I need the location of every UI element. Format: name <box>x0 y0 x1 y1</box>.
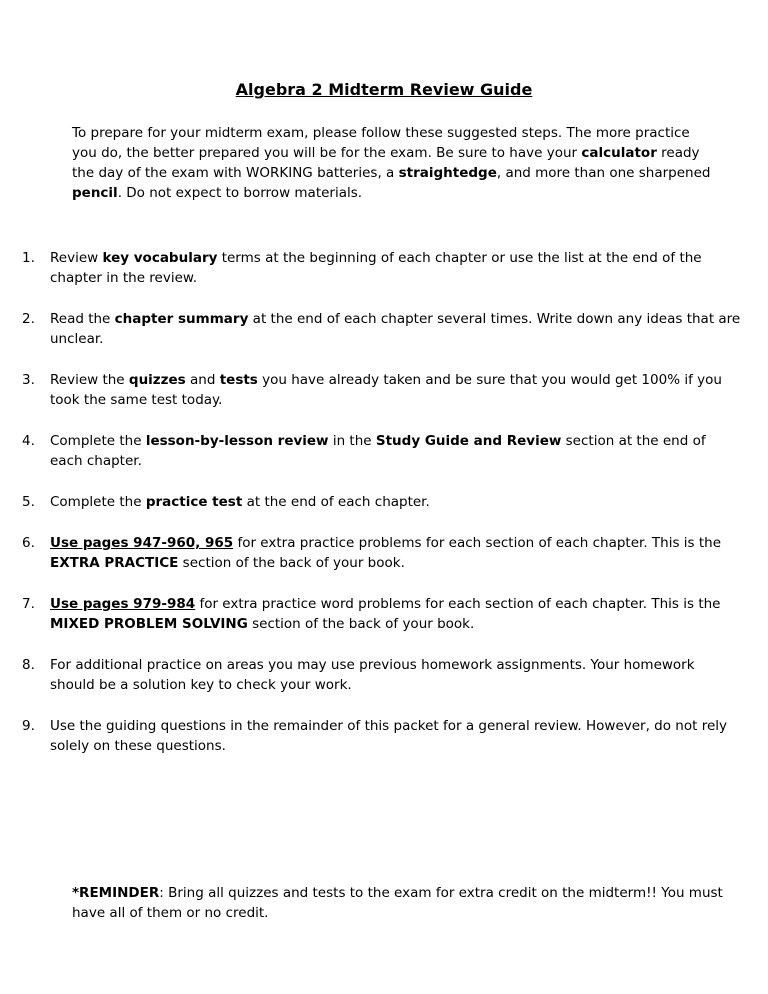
step-bold: lesson-by-lesson review <box>145 433 329 449</box>
step-item-6 <box>22 533 742 573</box>
step-number: 1. <box>22 250 35 266</box>
step-bold: MIXED PROBLEM SOLVING <box>50 616 248 632</box>
step-item-8 <box>22 655 742 695</box>
step-text: section of the back of your book. <box>247 616 475 632</box>
step-item-2 <box>22 309 742 349</box>
step-number: 9. <box>22 718 35 734</box>
intro-text-1: To prepare for your midterm exam, please follow these suggested steps. The more practice you do, the better prepared you will be for the exam. Be sure to have your <box>72 125 690 161</box>
step-text: for extra practice word problems for each section of each chapter. This is the <box>195 596 721 612</box>
step-item-4 <box>22 431 742 471</box>
step-number: 2. <box>22 311 35 327</box>
step-text: in the <box>328 433 376 449</box>
intro-text-2: ready the day of the exam with WORKING batteries, a <box>72 145 700 181</box>
step-number: 3. <box>22 372 35 388</box>
step-text: at the end of each chapter. <box>242 494 430 510</box>
step-underlined: Use pages 979-984 <box>50 596 196 612</box>
step-bold: key vocabulary <box>102 250 218 266</box>
step-text: Use the guiding questions in the remainder of this packet for a general review. However, do not rely solely on these questions. <box>50 718 728 754</box>
reminder-text: : Bring all quizzes and tests to the exam for extra credit on the midterm!! You must have all of them or no credit. <box>72 885 723 921</box>
step-number: 6. <box>22 535 35 551</box>
step-number: 7. <box>22 596 35 612</box>
step-item-7 <box>22 594 742 634</box>
step-bold: Study Guide and Review <box>375 433 562 449</box>
intro-paragraph <box>72 123 712 203</box>
step-text: Complete the <box>50 494 146 510</box>
step-bold: practice test <box>145 494 243 510</box>
intro-bold-calculator: calculator <box>581 145 657 161</box>
step-text: section of the back of your book. <box>178 555 405 571</box>
step-text: Read the <box>50 311 115 327</box>
reminder-label: *REMINDER <box>72 885 160 901</box>
step-text: you have already taken and be sure that you would get 100% if you took the same test today. <box>50 372 722 408</box>
step-text: Complete the <box>50 433 146 449</box>
step-text: Review <box>50 250 103 266</box>
step-number: 4. <box>22 433 35 449</box>
step-text: at the end of each chapter several times. Write down any ideas that are unclear. <box>50 311 741 347</box>
step-text: For additional practice on areas you may use previous homework assignments. Your homework should be a solution key to check your work. <box>50 657 695 693</box>
step-item-1 <box>22 248 742 288</box>
intro-bold-pencil: pencil <box>72 185 118 201</box>
step-text: for extra practice problems for each section of each chapter. This is the <box>233 535 722 551</box>
step-underlined: Use pages 947-960, 965 <box>50 535 234 551</box>
step-text: terms at the beginning of each chapter or use the list at the end of the chapter in the review. <box>50 250 702 286</box>
step-bold: EXTRA PRACTICE <box>50 555 179 571</box>
step-item-5 <box>22 492 742 512</box>
intro-text-3: , and more than one sharpened <box>496 165 711 181</box>
step-bold: tests <box>219 372 258 388</box>
step-number: 5. <box>22 494 35 510</box>
reminder-note <box>72 883 732 923</box>
step-bold: quizzes <box>128 372 186 388</box>
intro-text-4: . Do not expect to borrow materials. <box>117 185 363 201</box>
page-title: Algebra 2 Midterm Review Guide <box>235 80 533 99</box>
review-steps-list <box>22 248 742 777</box>
step-number: 8. <box>22 657 35 673</box>
step-item-3 <box>22 370 742 410</box>
step-text: section at the end of each chapter. <box>50 433 706 469</box>
step-text: Review the <box>50 372 129 388</box>
intro-bold-straightedge: straightedge <box>398 165 497 181</box>
step-item-9 <box>22 716 742 756</box>
step-bold: chapter summary <box>114 311 249 327</box>
step-text: and <box>185 372 220 388</box>
